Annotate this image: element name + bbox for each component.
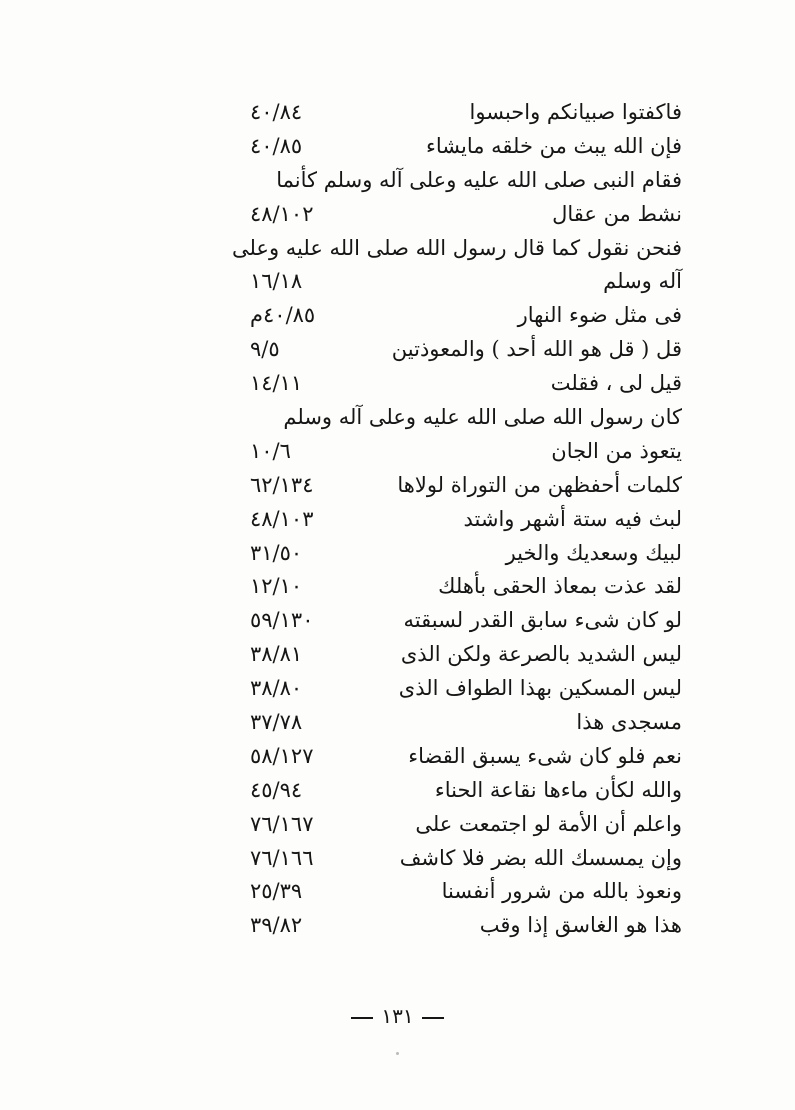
entry-text: وإن يمسسك الله بضر فلا كاشف	[399, 845, 682, 870]
index-entry	[250, 435, 682, 469]
entry-reference: ٤٠/٨٥م	[250, 303, 316, 328]
entry-reference: ٧٦/١٦٧	[250, 811, 314, 836]
entry-reference: ٤٠/٨٤	[250, 100, 303, 124]
index-entry	[250, 198, 682, 232]
entry-text: فإن الله يبث من خلقه مايشاء	[425, 133, 682, 158]
entry-reference: ٦٢/١٣٤	[250, 472, 314, 497]
index-entry	[250, 740, 682, 774]
entry-reference: ٥٨/١٢٧	[250, 743, 314, 768]
index-entry	[250, 909, 682, 943]
index-entry	[250, 672, 682, 706]
index-entry	[250, 570, 682, 604]
entry-text: ليس المسكين بهذا الطواف الذى	[398, 676, 682, 701]
hadith-index-list	[231, 96, 682, 943]
index-entry	[250, 333, 682, 367]
entry-reference: ٤٥/٩٤	[250, 777, 303, 802]
index-entry	[250, 299, 682, 333]
entry-text: كلمات أحفظهن من التوراة لولاها	[397, 472, 682, 497]
entry-text: ونعوذ بالله من شرور أنفسنا	[441, 879, 682, 904]
index-entry	[250, 164, 682, 198]
dash-right	[422, 1017, 444, 1019]
entry-reference: ١٢/١٠	[250, 574, 303, 599]
paper-speck	[396, 1052, 399, 1055]
entry-reference: ٥٩/١٣٠	[250, 608, 314, 633]
entry-reference: ٣٨/٨١	[250, 642, 303, 667]
entry-text: والله لكأن ماءها نقاعة الحناء	[434, 777, 682, 802]
index-entry	[250, 875, 682, 909]
index-entry	[250, 706, 682, 740]
page-number	[0, 1004, 795, 1028]
entry-reference: ٢٥/٣٩	[250, 879, 303, 904]
entry-text: لبث فيه ستة أشهر واشتد	[463, 506, 682, 531]
entry-reference: ٧٦/١٦٦	[250, 845, 314, 870]
entry-text: فنحن نقول كما قال رسول الله صلى الله عليه وعلى	[231, 235, 682, 260]
entry-text: يتعوذ من الجان	[551, 438, 682, 463]
index-entry	[250, 401, 682, 435]
entry-text: قيل لى ، فقلت	[550, 371, 682, 396]
index-entry	[231, 232, 682, 266]
entry-text: فقام النبى صلى الله عليه وعلى آله وسلم كأنما	[276, 167, 682, 192]
index-entry	[250, 604, 682, 638]
entry-text: نعم فلو كان شىء يسبق القضاء	[408, 743, 682, 768]
entry-text: آله وسلم	[603, 269, 682, 294]
entry-text: قل ( قل هو الله أحد ) والمعوذتين	[391, 337, 682, 362]
entry-reference: ٣٩/٨٢	[250, 913, 303, 938]
entry-reference: ٣٨/٨٠	[250, 676, 303, 701]
entry-text: لو كان شىء سابق القدر لسبقته	[403, 608, 682, 633]
index-entry	[250, 469, 682, 503]
index-entry	[250, 367, 682, 401]
entry-text: لبيك وسعديك والخير	[505, 540, 682, 565]
index-entry	[250, 638, 682, 672]
entry-reference: ٣١/٥٠	[250, 540, 303, 565]
entry-text: نشط من عقال	[552, 201, 682, 226]
index-entry	[250, 808, 682, 842]
entry-text: فى مثل ضوء النهار	[517, 303, 682, 328]
entry-text: مسجدى هذا	[576, 710, 682, 735]
index-entry	[250, 96, 682, 130]
page-number-value: ١٣١	[381, 1004, 414, 1028]
entry-reference: ٣٧/٧٨	[250, 710, 303, 735]
entry-reference: ٩/٥	[250, 337, 280, 362]
index-entry	[250, 130, 682, 164]
entry-text: كان رسول الله صلى الله عليه وعلى آله وسلم	[283, 405, 682, 430]
entry-text: لقد عذت بمعاذ الحقى بأهلك	[438, 574, 682, 599]
index-entry	[250, 842, 682, 876]
entry-reference: ٤٨/١٠٣	[250, 506, 314, 531]
dash-left	[351, 1017, 373, 1019]
index-entry	[250, 503, 682, 537]
entry-text: هذا هو الغاسق إذا وقب	[479, 913, 682, 938]
index-entry	[250, 265, 682, 299]
entry-text: فاكفتوا صبيانكم واحبسوا	[469, 100, 682, 124]
entry-reference: ٤٨/١٠٢	[250, 201, 314, 226]
index-entry	[250, 537, 682, 571]
entry-text: واعلم أن الأمة لو اجتمعت على	[415, 811, 682, 836]
entry-reference: ١٤/١١	[250, 371, 303, 396]
index-entry	[250, 774, 682, 808]
entry-text: ليس الشديد بالصرعة ولكن الذى	[400, 642, 682, 667]
entry-reference: ٤٠/٨٥	[250, 133, 303, 158]
entry-reference: ١٠/٦	[250, 438, 291, 463]
entry-reference: ١٦/١٨	[250, 269, 303, 294]
